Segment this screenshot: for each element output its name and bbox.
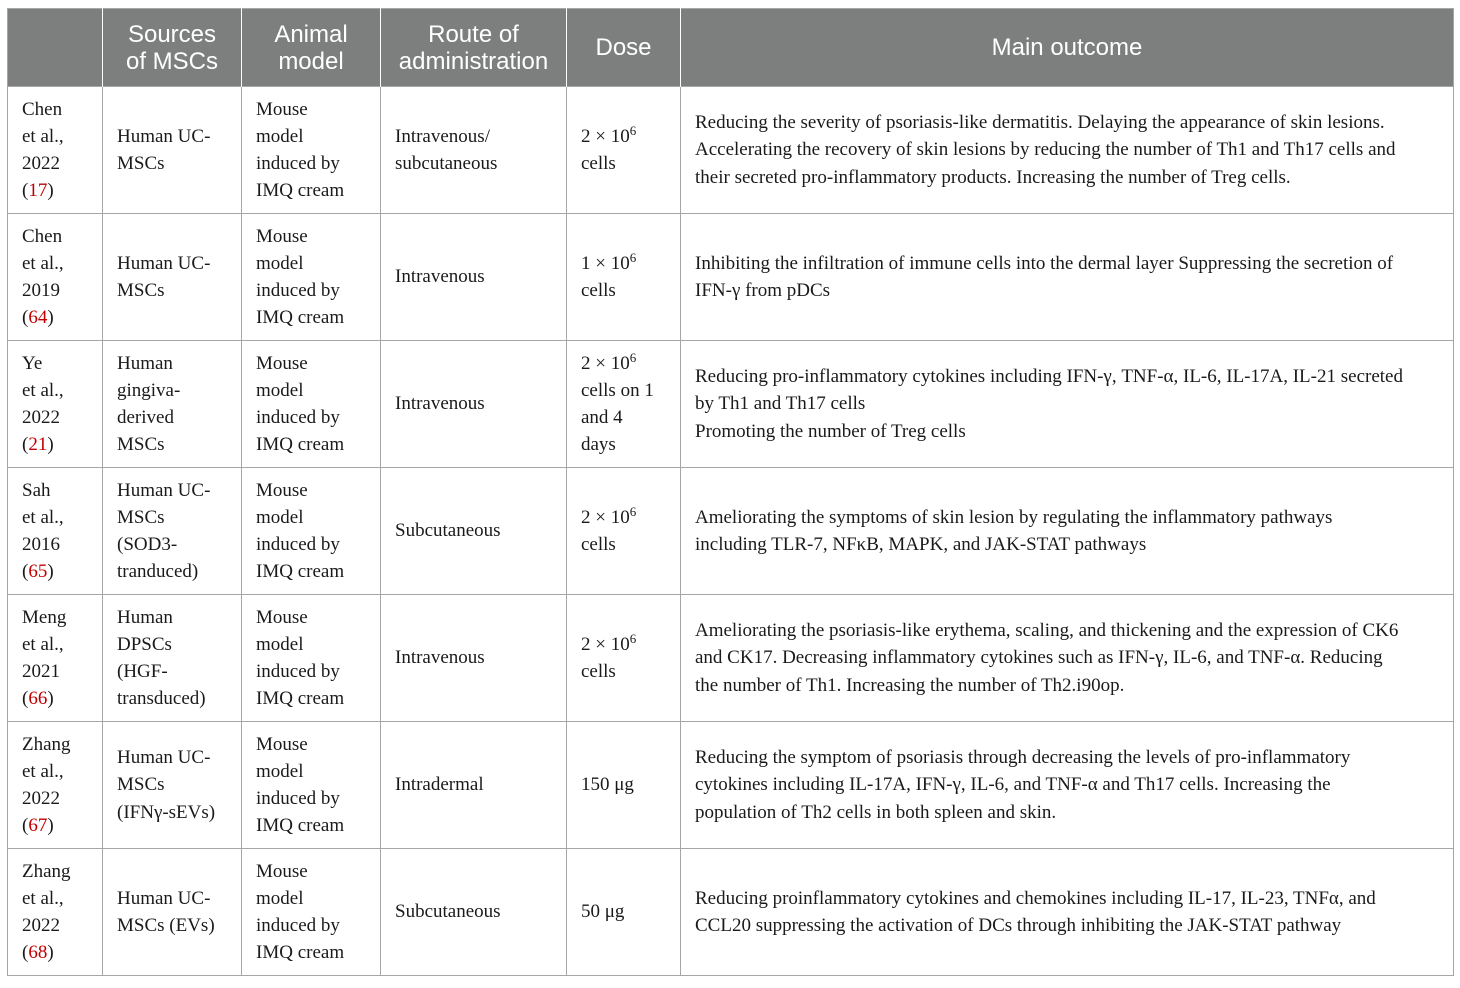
route-line: Subcutaneous [395, 901, 501, 923]
dose-base: 2 × 10 [581, 125, 630, 147]
animal-model-cell [242, 849, 381, 976]
source-line: Human [117, 352, 173, 374]
model-line: Mouse [256, 352, 308, 374]
model-line: Mouse [256, 98, 308, 120]
dose-cell [567, 595, 681, 722]
source-line: gingiva- [117, 379, 181, 401]
dose-exponent: 6 [629, 630, 637, 646]
outcome-line: Ameliorating the psoriasis-like erythema, scaling, and thickening and the expression of CK6 [695, 620, 1399, 642]
outcome-line: the number of Th1. Increasing the number of Th2.i90op. [695, 674, 1125, 696]
dose-value [581, 771, 676, 798]
study-year: 2019 [22, 280, 60, 301]
table-body [8, 87, 1454, 976]
source-cell [103, 849, 242, 976]
source-line: tranduced) [117, 561, 199, 583]
model-line: IMQ cream [256, 307, 345, 329]
model-line: Mouse [256, 479, 308, 501]
route-cell [381, 341, 567, 468]
model-line: IMQ cream [256, 434, 345, 456]
study-etal: et al., [22, 125, 64, 147]
source-cell [103, 341, 242, 468]
dose-cell [567, 87, 681, 214]
source-line: Human UC- [117, 125, 211, 147]
study-author: Chen [22, 225, 63, 247]
dose-cell [567, 849, 681, 976]
study-etal: et al., [22, 379, 64, 401]
header-row [8, 9, 1454, 87]
route-line: Intravenous [395, 266, 485, 288]
study-ref-line: (65) [22, 561, 54, 583]
model-line: induced by [256, 661, 340, 682]
model-line: induced by [256, 280, 340, 301]
source-line: MSCs [117, 280, 165, 301]
dose-line: cells [581, 280, 616, 301]
route-line: Intravenous/ [395, 125, 490, 147]
model-line: model [256, 125, 304, 147]
dose-line: cells [581, 661, 616, 682]
header-animal-line2: model [278, 47, 344, 75]
source-line: Human UC- [117, 479, 211, 501]
study-year: 2016 [22, 534, 60, 555]
outcome-line: their secreted pro-inflammatory products. Increasing the number of Treg cells. [695, 166, 1291, 188]
dose-line: cells on 1 [581, 379, 654, 401]
model-line: IMQ cream [256, 688, 345, 710]
dose-value [581, 350, 676, 377]
study-cell [8, 468, 103, 595]
reference-link[interactable]: 21 [28, 434, 48, 456]
source-line: MSCs [117, 774, 165, 796]
dose-base: 2 × 10 [581, 506, 630, 528]
source-cell [103, 595, 242, 722]
reference-link[interactable]: 65 [28, 561, 48, 583]
study-ref-line: (17) [22, 180, 54, 202]
model-line: Mouse [256, 606, 308, 628]
animal-model-cell [242, 214, 381, 341]
source-line: (SOD3- [117, 534, 178, 555]
outcome-line: and CK17. Decreasing inflammatory cytokines such as IFN-γ, IL-6, and TNF-α. Reducing [695, 647, 1383, 669]
animal-model-cell [242, 87, 381, 214]
model-line: model [256, 887, 304, 909]
study-etal: et al., [22, 887, 64, 909]
dose-exponent: 6 [629, 503, 637, 519]
route-cell [381, 87, 567, 214]
dose-value [581, 631, 676, 658]
header-sources-line2: of MSCs [125, 47, 218, 75]
route-line: Subcutaneous [395, 520, 501, 542]
model-line: induced by [256, 788, 340, 809]
source-line: DPSCs [117, 633, 172, 655]
reference-link[interactable]: 66 [28, 688, 48, 710]
source-cell [103, 722, 242, 849]
dose-base: 150 μg [581, 774, 634, 796]
source-line: derived [117, 407, 174, 428]
route-cell [381, 849, 567, 976]
source-cell [103, 214, 242, 341]
dose-line: cells [581, 153, 616, 174]
table-header [8, 9, 1454, 87]
table-row [8, 468, 1454, 595]
header-animal-model [242, 9, 381, 87]
dose-value [581, 504, 676, 531]
model-line: model [256, 379, 304, 401]
model-line: induced by [256, 407, 340, 428]
main-outcome-cell [681, 468, 1454, 595]
dose-base: 2 × 10 [581, 633, 630, 655]
dose-exponent: 6 [629, 122, 637, 138]
study-etal: et al., [22, 633, 64, 655]
study-cell [8, 341, 103, 468]
dose-line: days [581, 434, 616, 456]
study-author: Zhang [22, 860, 71, 882]
outcome-line: cytokines including IL-17A, IFN-γ, IL-6, and TNF-α and Th17 cells. Increasing the [695, 774, 1331, 796]
header-main-outcome [681, 9, 1454, 87]
study-etal: et al., [22, 760, 64, 782]
route-cell [381, 214, 567, 341]
main-outcome-cell [681, 722, 1454, 849]
source-line: MSCs [117, 153, 165, 174]
dose-exponent: 6 [629, 249, 637, 265]
header-route-line1: Route of [428, 20, 519, 48]
study-year: 2022 [22, 788, 60, 809]
study-cell [8, 87, 103, 214]
outcome-line: Ameliorating the symptoms of skin lesion by regulating the inflammatory pathways [695, 506, 1333, 528]
dose-value [581, 898, 676, 925]
model-line: IMQ cream [256, 561, 345, 583]
model-line: IMQ cream [256, 180, 345, 202]
route-cell [381, 595, 567, 722]
reference-link[interactable]: 17 [28, 180, 48, 202]
reference-link[interactable]: 68 [28, 942, 48, 964]
dose-cell [567, 468, 681, 595]
dose-base: 2 × 10 [581, 352, 630, 374]
reference-link[interactable]: 64 [28, 307, 48, 329]
animal-model-cell [242, 722, 381, 849]
study-cell [8, 214, 103, 341]
study-cell [8, 849, 103, 976]
main-outcome-cell [681, 214, 1454, 341]
model-line: induced by [256, 915, 340, 936]
outcome-line: by Th1 and Th17 cells [695, 393, 866, 415]
main-outcome-cell [681, 341, 1454, 468]
animal-model-cell [242, 468, 381, 595]
outcome-line: Accelerating the recovery of skin lesions by reducing the number of Th1 and Th17 cells and [695, 139, 1396, 161]
animal-model-cell [242, 595, 381, 722]
dose-line: cells [581, 534, 616, 555]
model-line: model [256, 760, 304, 782]
dose-value [581, 250, 676, 277]
study-author: Chen [22, 98, 63, 120]
studies-table [7, 8, 1454, 976]
header-sources-line1: Sources [127, 20, 217, 48]
header-animal-line1: Animal [274, 20, 348, 48]
header-dose [567, 9, 681, 87]
route-line: subcutaneous [395, 153, 498, 174]
outcome-line: Promoting the number of Treg cells [695, 420, 966, 442]
header-outcome-label: Main outcome [991, 34, 1143, 61]
route-line: Intravenous [395, 647, 485, 669]
source-line: MSCs (EVs) [117, 915, 215, 936]
model-line: model [256, 506, 304, 528]
table-row [8, 87, 1454, 214]
route-line: Intravenous [395, 393, 485, 415]
route-cell [381, 468, 567, 595]
study-ref-line: (66) [22, 688, 54, 710]
study-year: 2022 [22, 407, 60, 428]
dose-cell [567, 341, 681, 468]
dose-value [581, 123, 676, 150]
outcome-line: Reducing pro-inflammatory cytokines including IFN-γ, TNF-α, IL-6, IL-17A, IL-21 secreted [695, 366, 1403, 388]
dose-base: 50 μg [581, 901, 625, 923]
study-etal: et al., [22, 506, 64, 528]
study-author: Sah [22, 479, 51, 501]
source-line: MSCs [117, 434, 165, 456]
model-line: Mouse [256, 860, 308, 882]
reference-link[interactable]: 67 [28, 815, 48, 837]
table-row [8, 595, 1454, 722]
source-line: transduced) [117, 688, 206, 710]
main-outcome-cell [681, 87, 1454, 214]
model-line: induced by [256, 153, 340, 174]
header-sources [103, 9, 242, 87]
source-line: Human [117, 606, 173, 628]
header-dose-label: Dose [595, 34, 652, 61]
study-ref-line: (21) [22, 434, 54, 456]
dose-base: 1 × 10 [581, 252, 630, 274]
model-line: IMQ cream [256, 942, 345, 964]
source-cell [103, 87, 242, 214]
source-line: Human UC- [117, 747, 211, 769]
header-study [8, 9, 103, 87]
outcome-line: Reducing proinflammatory cytokines and chemokines including IL-17, IL-23, TNFα, and [695, 887, 1376, 909]
route-line: Intradermal [395, 774, 484, 796]
model-line: IMQ cream [256, 815, 345, 837]
outcome-line: CCL20 suppressing the activation of DCs through inhibiting the JAK-STAT pathway [695, 915, 1342, 936]
outcome-line: population of Th2 cells in both spleen and skin. [695, 801, 1057, 823]
main-outcome-cell [681, 595, 1454, 722]
animal-model-cell [242, 341, 381, 468]
dose-line: and 4 [581, 407, 623, 428]
outcome-line: IFN-γ from pDCs [695, 280, 831, 301]
study-cell [8, 722, 103, 849]
study-year: 2021 [22, 661, 60, 682]
outcome-line: Reducing the symptom of psoriasis through decreasing the levels of pro-inflammatory [695, 747, 1351, 769]
study-author: Ye [22, 352, 43, 374]
table-row [8, 341, 1454, 468]
source-line: Human UC- [117, 887, 211, 909]
header-route [381, 9, 567, 87]
study-ref-line: (67) [22, 815, 54, 837]
table-row [8, 214, 1454, 341]
dose-cell [567, 722, 681, 849]
model-line: Mouse [256, 225, 308, 247]
table-row [8, 849, 1454, 976]
study-year: 2022 [22, 915, 60, 936]
study-ref-line: (64) [22, 307, 54, 329]
study-year: 2022 [22, 153, 60, 174]
model-line: model [256, 633, 304, 655]
source-cell [103, 468, 242, 595]
model-line: model [256, 252, 304, 274]
route-cell [381, 722, 567, 849]
header-route-line2: administration [398, 47, 549, 75]
outcome-line: Reducing the severity of psoriasis-like dermatitis. Delaying the appearance of skin lesions. [695, 112, 1385, 134]
dose-cell [567, 214, 681, 341]
source-line: (IFNγ-sEVs) [117, 801, 216, 823]
dose-exponent: 6 [629, 349, 637, 365]
outcome-line: Inhibiting the infiltration of immune cells into the dermal layer Suppressing the secretion of [695, 252, 1394, 274]
table-row [8, 722, 1454, 849]
model-line: Mouse [256, 733, 308, 755]
study-author: Meng [22, 606, 67, 628]
outcome-line: including TLR-7, NFκB, MAPK, and JAK-STAT pathways [695, 534, 1147, 555]
study-cell [8, 595, 103, 722]
model-line: induced by [256, 534, 340, 555]
study-ref-line: (68) [22, 942, 54, 964]
study-etal: et al., [22, 252, 64, 274]
source-line: Human UC- [117, 252, 211, 274]
source-line: (HGF- [117, 661, 168, 682]
study-author: Zhang [22, 733, 71, 755]
main-outcome-cell [681, 849, 1454, 976]
source-line: MSCs [117, 506, 165, 528]
